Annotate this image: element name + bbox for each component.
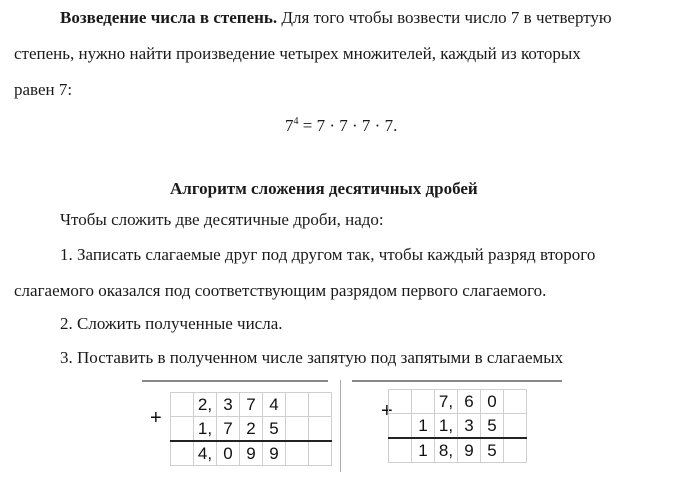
left-grid-cell: 2, <box>194 393 217 417</box>
examples-divider <box>340 380 341 472</box>
algorithm-step-1-line-1: 1. Записать слагаемые друг под другом так, чтобы каждый разряд второго <box>60 245 596 264</box>
left-grid-cell: 4, <box>194 441 217 466</box>
exponent-line-2: степень, нужно найти произведение четырех множителей, каждый из которых <box>14 44 581 63</box>
left-grid-cell: 9 <box>240 441 263 466</box>
left-grid-cell: 7 <box>240 393 263 417</box>
left-grid-cell <box>286 441 309 466</box>
formula-base: 7 <box>285 116 294 135</box>
right-addition-grid <box>388 389 527 463</box>
formula-product: = 7 · 7 · 7 · 7. <box>298 116 398 135</box>
algorithm-step-3: 3. Поставить в полученном числе запятую под запятыми в слагаемых <box>60 348 564 367</box>
algorithm-title: Алгоритм сложения десятичных дробей <box>170 179 478 198</box>
right-grid-cell <box>389 438 412 463</box>
exponent-line-3: равен 7: <box>14 80 73 99</box>
left-addition-grid <box>170 392 332 466</box>
exponent-line-1 <box>60 7 612 29</box>
left-grid-cell: 1, <box>194 417 217 442</box>
left-grid-cell <box>171 441 194 466</box>
left-grid-cell <box>309 393 332 417</box>
right-grid-cell: 5 <box>481 414 504 439</box>
right-grid-cell: 3 <box>458 414 481 439</box>
left-plus-sign: + <box>150 407 162 429</box>
exponent-heading: Возведение числа в степень. <box>60 8 278 27</box>
left-grid-row <box>171 441 332 466</box>
formula-exponent: 4 <box>293 116 299 127</box>
left-grid-row <box>171 393 332 417</box>
right-grid-cell <box>412 390 435 414</box>
left-grid-cell <box>286 393 309 417</box>
right-grid-cell: 1, <box>435 414 458 439</box>
right-grid-cell: 7, <box>435 390 458 414</box>
left-grid-cell: 2 <box>240 417 263 442</box>
right-grid-cell <box>504 414 527 439</box>
right-grid-cell: 1 <box>412 414 435 439</box>
left-grid-cell <box>309 417 332 442</box>
left-grid-cell <box>286 417 309 442</box>
algorithm-step-2: 2. Сложить полученные числа. <box>60 314 283 333</box>
exponent-formula <box>285 111 397 137</box>
left-grid-cell <box>309 441 332 466</box>
right-plus-sign: + <box>381 400 393 422</box>
right-grid-cell: 6 <box>458 390 481 414</box>
right-grid-cell <box>389 390 412 414</box>
left-grid-cell: 7 <box>217 417 240 442</box>
algorithm-intro: Чтобы сложить две десятичные дроби, надо: <box>60 210 384 229</box>
left-grid-row <box>171 417 332 442</box>
right-grid-cell: 0 <box>481 390 504 414</box>
right-grid-cell: 5 <box>481 438 504 463</box>
right-grid-row <box>389 414 527 439</box>
right-grid-cell <box>504 438 527 463</box>
left-grid-cell: 9 <box>263 441 286 466</box>
right-grid-cell: 1 <box>412 438 435 463</box>
left-grid-cell: 4 <box>263 393 286 417</box>
right-grid-cell: 8, <box>435 438 458 463</box>
left-grid-cell: 5 <box>263 417 286 442</box>
right-grid-row <box>389 390 527 414</box>
right-grid-cell: 9 <box>458 438 481 463</box>
left-grid-cell: 3 <box>217 393 240 417</box>
right-grid-cell <box>389 414 412 439</box>
left-grid-cell: 0 <box>217 441 240 466</box>
right-grid-row <box>389 438 527 463</box>
exponent-line-1-text: Для того чтобы возвести число 7 в четвертую <box>277 8 612 27</box>
algorithm-step-1-line-2: слагаемого оказался под соответствующим разрядом первого слагаемого. <box>14 281 547 300</box>
left-grid-cell <box>171 393 194 417</box>
left-grid-cell <box>171 417 194 442</box>
right-grid-cell <box>504 390 527 414</box>
